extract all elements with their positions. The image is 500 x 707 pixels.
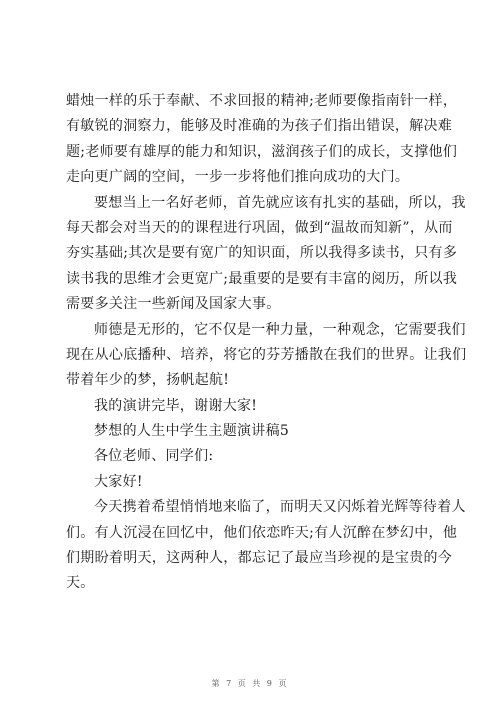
- text-line: 有敏锐的洞察力，能够及时准确的为孩子们指出错误，解决难: [66, 118, 453, 135]
- text-line: 现在从心底播种、培养，将它的芬芳播散在我们的世界。让我们: [66, 346, 467, 363]
- text-line: 走向更广阔的空间，一步一步将他们推向成功的大门。: [66, 169, 410, 186]
- text-line: 带着年少的梦，扬帆起航!: [66, 372, 230, 389]
- text-line: 题;老师要有雄厚的能力和知识，滋润孩子们的成长，支撑他们: [66, 143, 458, 160]
- text-line: 们。有人沉浸在回忆中，他们依恋昨天;有人沉醉在梦幻中，他: [66, 524, 458, 541]
- text-line: 要想当上一名好老师，首先就应该有扎实的基础，所以，我: [94, 194, 466, 211]
- text-line: 需要多关注一些新闻及国家大事。: [66, 296, 281, 313]
- text-line: 蜡烛一样的乐于奉献、不求回报的精神;老师要像指南针一样，: [66, 93, 458, 109]
- salutation: 各位老师、同学们:: [94, 448, 214, 465]
- section-title: 梦想的人生中学生主题演讲稿5: [94, 423, 290, 440]
- text-line: 今天携着希望悄悄地来临了，而明天又闪烁着光辉等待着人: [94, 499, 466, 516]
- greeting: 大家好!: [94, 473, 143, 490]
- text-line: 们期盼着明天，这两种人，都忘记了最应当珍视的是宝贵的今: [66, 550, 453, 567]
- text-line: 夯实基础;其次是要有宽广的知识面，所以我得多读书，只有多: [66, 245, 458, 262]
- text-line: 师德是无形的，它不仅是一种力量，一种观念，它需要我们: [94, 321, 466, 338]
- closing-line: 我的演讲完毕，谢谢大家!: [94, 397, 258, 414]
- text-line: 天。: [66, 575, 95, 592]
- text-line: 每天都会对当天的的课程进行巩固，做到“温故而知新”，从而: [66, 219, 453, 236]
- text-line: 读书我的思维才会更宽广;最重要的是要有丰富的阅历，所以我: [66, 270, 458, 287]
- page-number-footer: 第 7 页 共 9 页: [211, 679, 289, 688]
- document-body: [66, 89, 467, 597]
